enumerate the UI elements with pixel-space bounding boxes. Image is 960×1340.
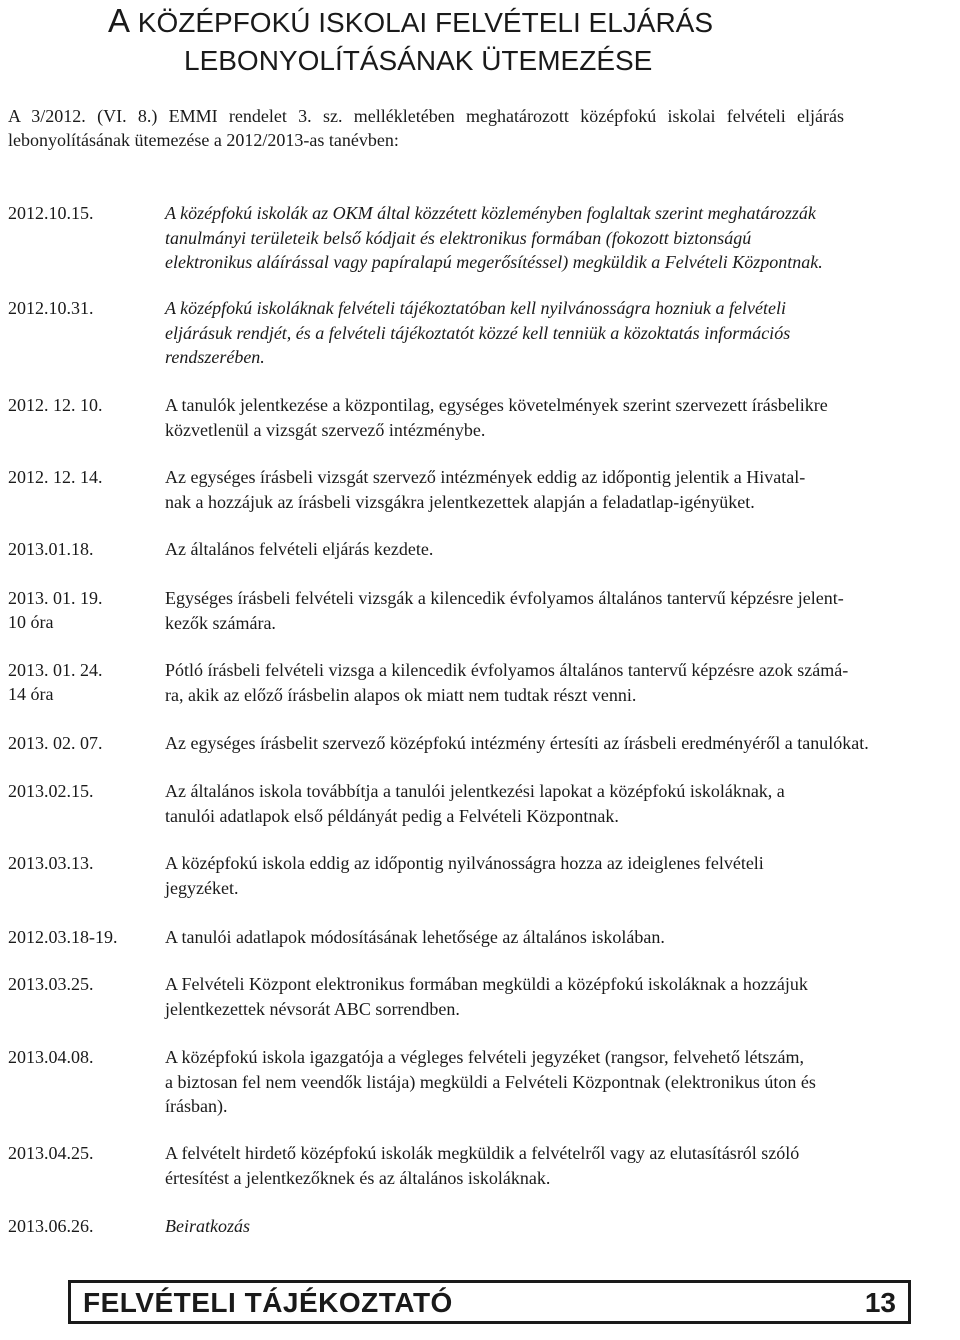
schedule-date: 2013.03.13.	[8, 853, 94, 873]
title-line-2: LEBONYOLÍTÁSÁNAK ÜTEMEZÉSE	[184, 45, 653, 76]
schedule-date: 2013.01.18.	[8, 539, 94, 559]
schedule-text: A középfokú iskola igazgatója a végleges felvételi jegyzéket (rangsor, felvehető létszám, a biztosan fel nem veendők listája) megküldi a Felvételi Központnak (elektronikus úton és írásban).	[165, 1047, 816, 1116]
schedule-text: Az általános iskola továbbítja a tanulói jelentkezési lapokat a középfokú iskoláknak, a tanulói adatlapok első példányát pedig a Felvételi Központnak.	[165, 781, 785, 826]
schedule-text: Az általános felvételi eljárás kezdete.	[165, 539, 434, 559]
schedule-text: A tanulók jelentkezése a központilag, egységes követelmények szerint szervezett írásbelikre közvetlenül a vizsgát szervező intézménybe.	[165, 395, 828, 440]
schedule-date: 2013.06.26.	[8, 1216, 94, 1236]
schedule-date: 2012.03.18-19.	[8, 927, 118, 947]
footer-label: FELVÉTELI TÁJÉKOZTATÓ	[83, 1287, 453, 1318]
schedule-date: 2013.02.15.	[8, 781, 94, 801]
title-initial: A	[108, 2, 131, 39]
schedule-date: 2012. 12. 10.	[8, 395, 103, 415]
schedule-text: A tanulói adatlapok módosításának lehetősége az általános iskolában.	[165, 927, 665, 947]
schedule-date: 2013. 02. 07.	[8, 733, 103, 753]
page-number: 13	[864, 1287, 896, 1318]
schedule-date: 2013.03.25.	[8, 974, 94, 994]
schedule-date: 2012.10.31.	[8, 298, 94, 318]
schedule-text: Pótló írásbeli felvételi vizsga a kilencedik évfolyamos általános tantervű képzésre azok számá- ra, akik az előző írásbelin alapos ok miatt nem tudtak részt venni.	[165, 660, 849, 705]
schedule-date: 2013. 01. 19. 10 óra	[8, 588, 103, 632]
schedule-date: 2013.04.25.	[8, 1143, 94, 1163]
schedule-text: A középfokú iskola eddig az időpontig nyilvánosságra hozza az ideiglenes felvételi jegyzéket.	[165, 853, 764, 898]
intro-paragraph: A 3/2012. (VI. 8.) EMMI rendelet 3. sz. mellékletében meghatározott középfokú iskolai felvételi eljárás lebonyolításának ütemezése a 2012/2013-as tanévben:	[8, 106, 844, 150]
schedule-date: 2012. 12. 14.	[8, 467, 103, 487]
schedule-text: Egységes írásbeli felvételi vizsgák a kilencedik évfolyamos általános tantervű képzésre jelent- kezők számára.	[165, 588, 844, 633]
schedule-date: 2013. 01. 24. 14 óra	[8, 660, 103, 704]
schedule-text: A felvételt hirdető középfokú iskolák megküldik a felvételről vagy az elutasításról szóló értesítést a jelentkezőknek és az általános iskoláknak.	[165, 1143, 800, 1188]
schedule-text: Az egységes írásbelit szervező középfokú intézmény értesíti az írásbeli eredményéről a tanulókat.	[165, 733, 869, 753]
schedule-date: 2013.04.08.	[8, 1047, 94, 1067]
schedule-text: Beiratkozás	[165, 1216, 250, 1236]
schedule-text: A középfokú iskoláknak felvételi tájékoztatóban kell nyilvánosságra hozniuk a felvételi eljárásuk rendjét, és a felvételi tájékoztatót közzé kell tenniük a közoktatás információs rendszerében.	[165, 298, 791, 367]
title-line-1: KÖZÉPFOKÚ ISKOLAI FELVÉTELI ELJÁRÁS	[130, 7, 714, 38]
schedule-text: Az egységes írásbeli vizsgát szervező intézmények eddig az időpontig jelentik a Hivatal- nak a hozzájuk az írásbeli vizsgákra jelentkezettek alapján a feladatlap-igényüket.	[165, 467, 806, 512]
schedule-text: A Felvételi Központ elektronikus formában megküldi a középfokú iskoláknak a hozzájuk jelentkezettek névsorát ABC sorrendben.	[165, 974, 808, 1019]
schedule-date: 2012.10.15.	[8, 203, 94, 223]
schedule-text: A középfokú iskolák az OKM által közzétett közleményben foglaltak szerint meghatározzák tanulmányi területeik belső kódjait és elektronikus formában (fokozott biztonságú elektronikus aláírással vagy papíralapú megerősítéssel) megküldik a Felvételi Központnak.	[165, 203, 823, 272]
page-footer	[68, 1280, 911, 1324]
